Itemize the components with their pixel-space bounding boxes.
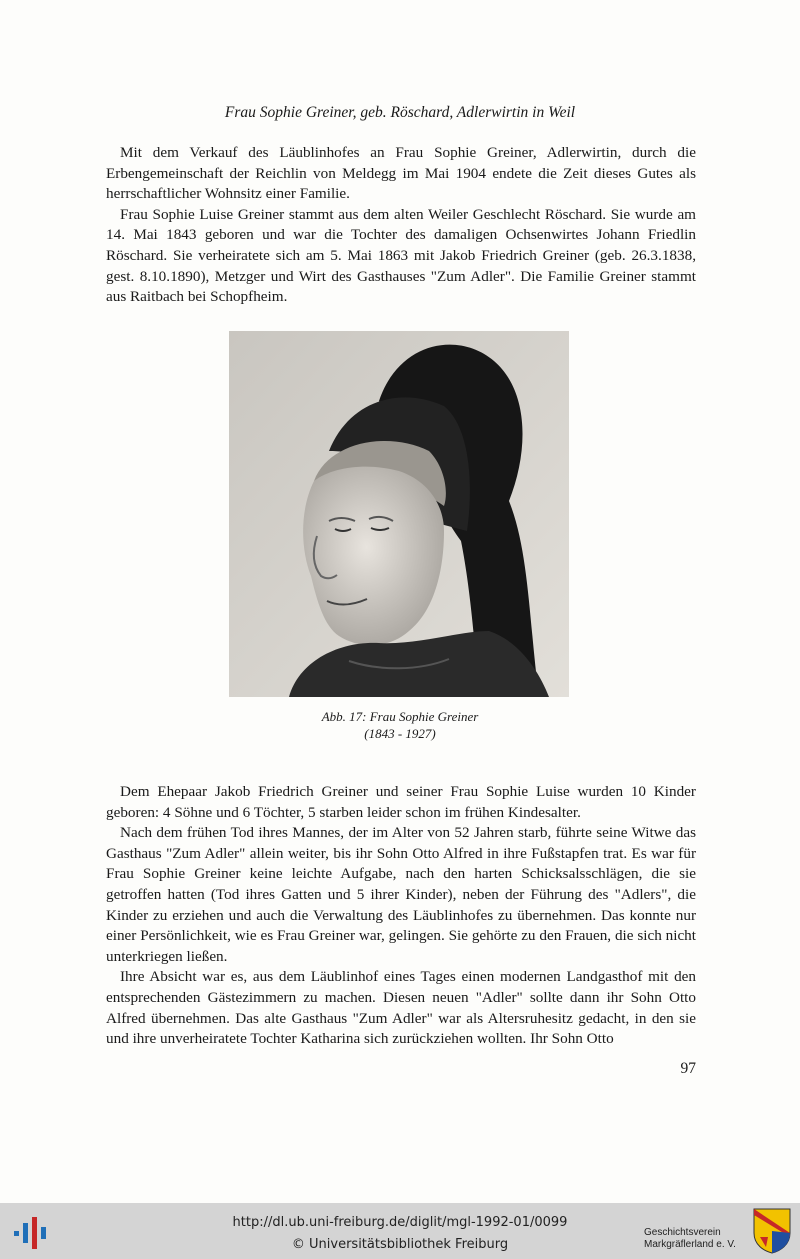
paragraph: Frau Sophie Luise Greiner stammt aus dem alten Weiler Geschlecht Röschard. Sie wurde am 14. Mai 1843 geboren und war die Tochter des damaligen Ochsenwirtes Johann Friedlin Röschard. Sie verheiratete sich am 5. Mai 1863 mit Jakob Friedrich Greiner (geb. 26.3.1838, gest. 8.10.1890), Metzger und Wirt des Gasthauses "Zum Adler". Die Familie Greiner stammt aus Raitbach bei Schopfheim. — [106, 205, 696, 306]
figure-caption — [0, 708, 800, 742]
copyright-text: © Universitätsbibliothek Freiburg — [291, 1237, 509, 1252]
caption-title: Abb. 17: Frau Sophie Greiner — [321, 709, 479, 724]
running-head: Frau Sophie Greiner, geb. Röschard, Adlerwirtin in Weil — [224, 104, 576, 121]
paragraph: Mit dem Verkauf des Läublinhofes an Frau Sophie Greiner, Adlerwirtin, durch die Erbengemeinschaft der Reichlin von Meldegg im Mai 1904 endete die Zeit dieses Gutes als herrschaftlicher Wohnsitz einer Familie. — [106, 144, 696, 203]
paragraph: Dem Ehepaar Jakob Friedrich Greiner und seiner Frau Sophie Luise wurden 10 Kinder geboren: 4 Söhne und 6 Töchter, 5 starben leider schon im frühen Kindesalter. — [106, 783, 696, 821]
paragraph: Nach dem frühen Tod ihres Mannes, der im Alter von 52 Jahren starb, führte seine Witwe das Gasthaus "Zum Adler" allein weiter, bis ihr Sohn Otto Alfred in ihre Fußstapfen trat. Es war für Frau Sophie Greiner keine leichte Aufgabe, nach den harten Schicksalsschlägen, die sie getroffen hatten (Tod ihres Gatten und 5 ihrer Kinder), neben der Führung des "Adlers", die Kinder zu erziehen und auch die Verwaltung des Läublinhofes zu übernehmen. Das konnte nur einer Persönlichkeit, wie es Frau Greiner war, gelingen. Sie gehörte zu den Frauen, die sich nicht unterkriegen ließen. — [106, 824, 696, 965]
footer-bar — [0, 1203, 800, 1259]
portrait-drawing — [229, 331, 569, 697]
paragraph: Ihre Absicht war es, aus dem Läublinhof eines Tages einen modernen Landgasthof mit den entsprechenden Gästezimmern zu machen. Diesen neuen "Adler" sollte dann ihr Sohn Otto Alfred übernehmen. Das alte Gasthaus "Zum Adler" war als Altersruhesitz gedacht, in den sie und ihre unverheiratete Tochter Katharina sich zurückziehen wollten. Ihr Sohn Otto — [106, 968, 696, 1048]
society-line-1: Geschichtsverein — [644, 1227, 721, 1238]
society-line-2: Markgräflerland e. V. — [644, 1239, 736, 1250]
caption-dates: (1843 - 1927) — [364, 726, 436, 741]
document-url-link[interactable]: http://dl.ub.uni-freiburg.de/diglit/mgl-1992-01/0099 — [232, 1215, 568, 1230]
text-block-lower — [106, 782, 696, 1050]
text-block-upper — [106, 143, 696, 308]
society-name — [644, 1227, 754, 1251]
page-number: 97 — [680, 1060, 696, 1077]
coat-of-arms-icon — [752, 1207, 792, 1255]
portrait-figure — [229, 331, 569, 697]
